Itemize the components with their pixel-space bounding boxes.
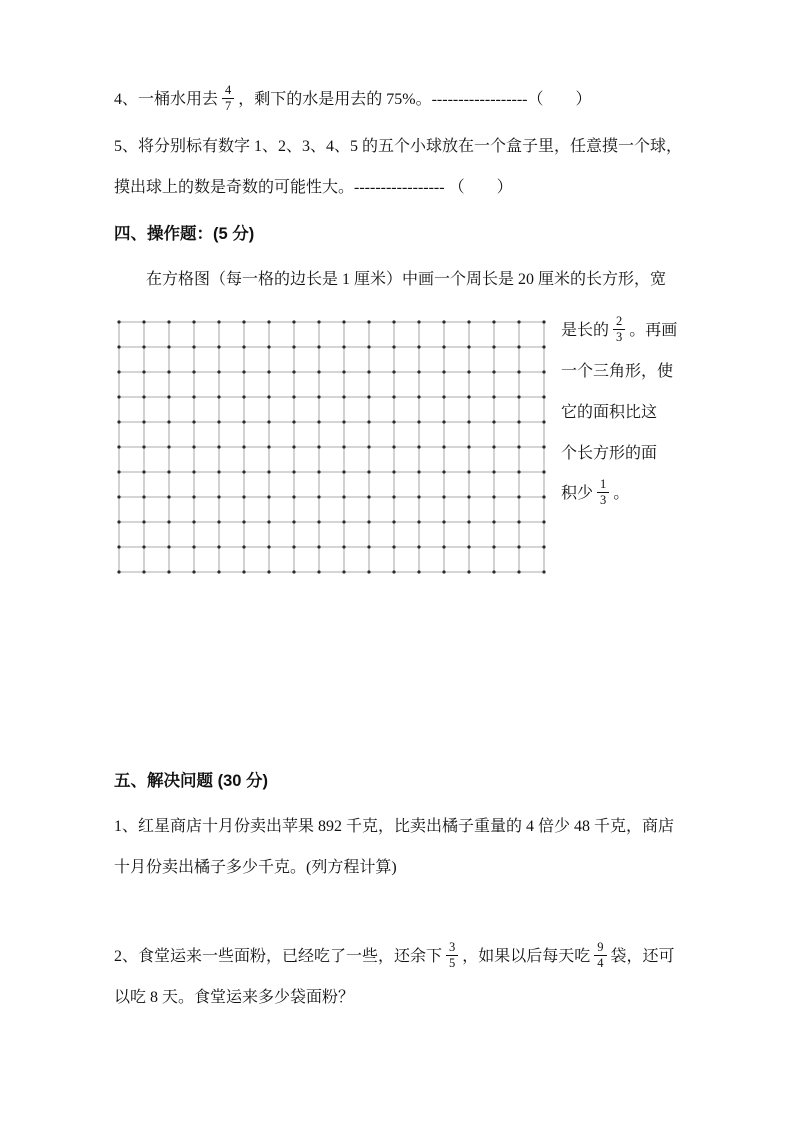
judge-question-4: 4、一桶水用去 $\frac{4}{7}$ ，剩下的水是用去的 75%。------------------（ ） <box>114 82 592 113</box>
square-grid <box>114 317 549 582</box>
fraction-denominator: 5 <box>449 955 456 970</box>
fraction <box>594 940 606 971</box>
side-text-line: 一个三角形，使 <box>561 362 674 380</box>
fraction-numerator: 4 <box>222 83 234 99</box>
grid-svg <box>114 317 549 577</box>
fraction-denominator: 7 <box>225 98 232 113</box>
fraction-denominator: 3 <box>616 330 623 345</box>
fraction <box>597 477 609 508</box>
operation-area <box>114 314 685 582</box>
side-text-line: 是长的 $\frac{2}{3}$ 。再画 <box>561 314 678 345</box>
fraction <box>222 83 234 114</box>
fraction-denominator: 3 <box>600 493 607 508</box>
side-text-line: 个长方形的面 <box>561 444 658 462</box>
fraction-numerator: 9 <box>594 940 606 956</box>
word-problem-1: 1、红星商店十月份卖出苹果 892 千克，比卖出橘子重量的 4 倍少 48 千克，商店十月份卖出橘子多少千克。(列方程计算) <box>114 818 675 876</box>
fraction-denominator: 4 <box>597 955 604 970</box>
fraction-numerator: 3 <box>446 940 458 956</box>
section-4-side-text <box>561 311 689 515</box>
fraction <box>446 940 458 971</box>
section-5-heading: 五、解决问题 (30 分) <box>114 772 269 791</box>
side-text-line: 它的面积比这 <box>561 403 658 421</box>
word-problem-2: 2、食堂运来一些面粉，已经吃了一些，还余下 $\frac{3}{5}$ ，如果以后每天吃 $\frac{9}{4}$ 袋，还可以吃 8 天。食堂运来多少袋面粉？ <box>114 939 675 1006</box>
judge-question-5: 5、将分别标有数字 1、2、3、4、5 的五个小球放在一个盒子里，任意摸一个球，摸出球上的数是奇数的可能性大。----------------- （ ） <box>114 137 683 196</box>
side-text-line: 积少 $\frac{1}{3}$ 。 <box>561 477 630 508</box>
section-4-intro: 在方格图（每一格的边长是 1 厘米）中画一个周长是 20 厘米的长方形，宽 <box>146 271 667 289</box>
fraction-numerator: 1 <box>597 477 609 493</box>
section-4-heading: 四、操作题：(5 分) <box>114 225 255 244</box>
fraction <box>613 314 625 345</box>
fraction-numerator: 2 <box>613 314 625 330</box>
